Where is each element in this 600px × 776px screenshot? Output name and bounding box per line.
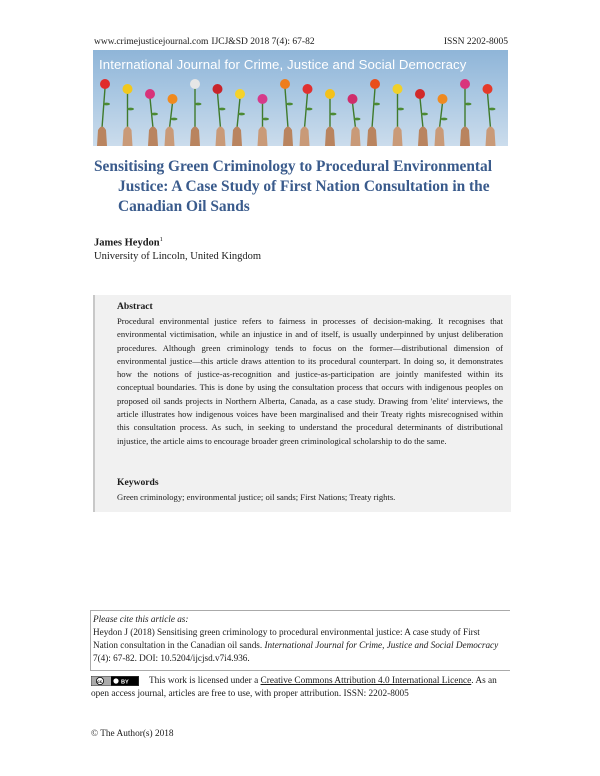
title-line-2: Justice: A Case Study of First Nation Consultation in the <box>118 178 490 195</box>
citation-text: Heydon J (2018) Sensitising green criminology to procedural environmental justice: A case study of First Nation consultation in the Canadian oil sands. International Journal for Crime, Justice and Social Democracy 7(4): 67-82. DOI: 10.5204/ijcjsd.v7i4.936. <box>93 627 499 663</box>
header-issn: ISSN 2202-8005 <box>443 37 508 47</box>
header-url[interactable]: www.crimejusticejournal.com <box>94 37 209 47</box>
abstract-heading: Abstract <box>117 301 153 312</box>
cc-by-license-icon[interactable] <box>91 676 139 686</box>
citation-heading: Please cite this article as: <box>93 614 189 624</box>
title-line-1: Sensitising Green Criminology to Procedural Environmental <box>94 158 493 175</box>
copyright-notice: © The Author(s) 2018 <box>91 729 174 739</box>
header-citation: IJCJ&SD 2018 7(4): 67-82 <box>211 37 315 47</box>
title-line-3: Canadian Oil Sands <box>118 198 250 215</box>
svg-text:BY: BY <box>121 679 129 686</box>
abstract-text: Procedural environmental justice refers to fairness in processes of decision-making. It recognises that environmental victimisation, while an injustice in and of itself, is usually underpinned by unjust deliberation procedures. Although green criminology tends to focus on the former—distributional dimension of environmental justice—this article draws attention to its procedural counterpart. In doing so, it demonstrates how the notions of justice-as-recognition and justice-as-participation are jointly manifested within its conceptual boundaries. This is done by using the consultation process that occurs with indigenous peoples on proposed oil sands projects in Northern Alberta, Canada, as a case study. Drawing from 'elite' interviews, the article illustrates how indigenous voices have been marginalised and their Treaty rights misrecognised within this consultation process. As such, in seeking to understand the procedural determinants of distributional injustice, the article aims to encourage broader green criminological scholarship to do the same. <box>117 316 503 446</box>
banner-journal-name: International Journal for Crime, Justice and Social Democracy <box>99 57 467 72</box>
license-statement: cc BY This work is licensed under a Creative Commons Attribution 4.0 International Licence. As an open access journal, articles are free to use, with proper attribution. ISSN: 2202-8005 <box>91 676 497 700</box>
abstract-box <box>93 295 511 512</box>
keywords-text: Green criminology; environmental justice; oil sands; First Nations; Treaty rights. <box>117 492 396 502</box>
author-name: James Heydon$^1$ <box>94 236 163 249</box>
citation-box <box>90 610 510 671</box>
journal-banner <box>93 50 508 146</box>
creative-commons-link[interactable]: Creative Commons Attribution 4.0 International Licence <box>260 676 472 686</box>
keywords-heading: Keywords <box>117 477 159 488</box>
author-footnote-marker[interactable]: 1 <box>159 236 163 243</box>
running-header <box>94 37 508 47</box>
article-title <box>94 157 514 217</box>
author-affiliation: University of Lincoln, United Kingdom <box>94 251 262 262</box>
citation-journal-name: International Journal for Crime, Justice and Social Democracy <box>264 640 499 650</box>
svg-text:cc: cc <box>97 678 103 684</box>
